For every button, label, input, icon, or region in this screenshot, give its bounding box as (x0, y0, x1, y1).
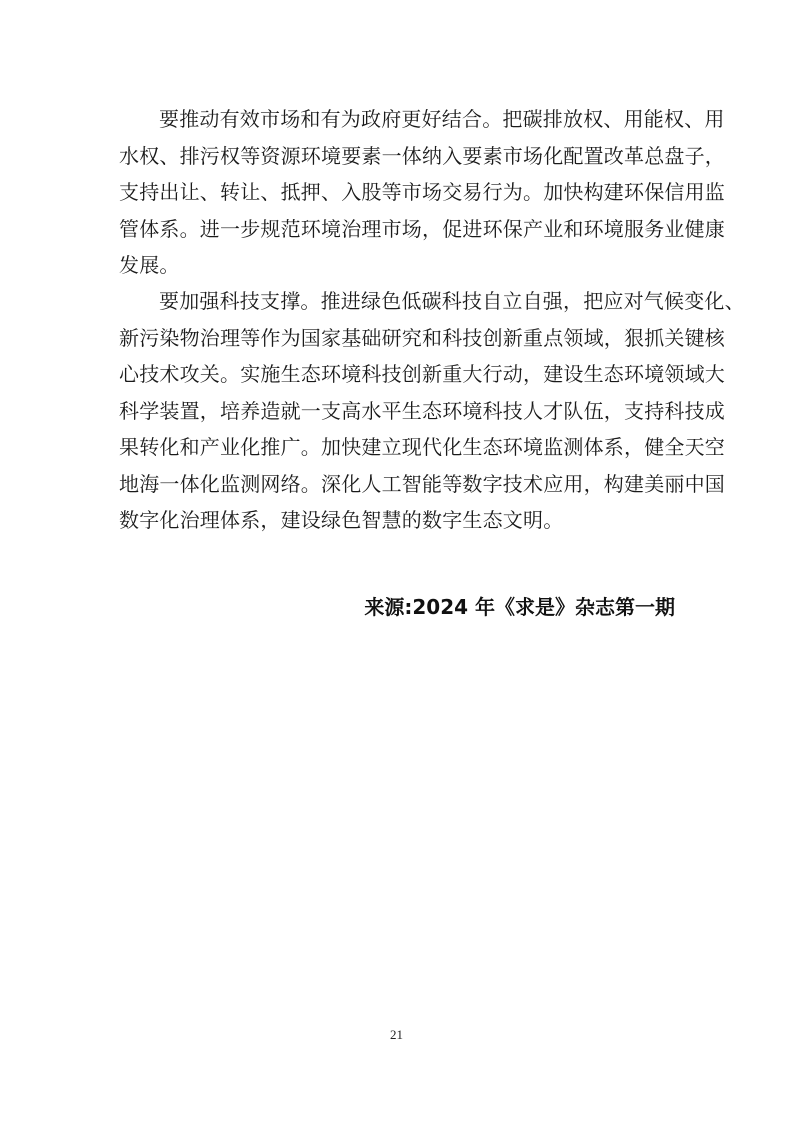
paragraph-line: 要推动有效市场和有为政府更好结合。把碳排放权、用能权、用 (159, 107, 725, 131)
paragraph-line: 果转化和产业化推广。加快建立现代化生态环境监测体系，健全天空 (119, 435, 725, 459)
source-citation: 来源:2024 年《求是》杂志第一期 (364, 595, 675, 619)
paragraph-line: 科学装置，培养造就一支高水平生态环境科技人才队伍，支持科技成 (119, 398, 725, 423)
paragraph-technology (119, 283, 745, 539)
paragraph-line: 数字化治理体系，建设绿色智慧的数字生态文明。 (119, 508, 564, 532)
paragraph-line: 管体系。进一步规范环境治理市场，促进环保产业和环境服务业健康 (119, 216, 725, 241)
paragraph-line: 新污染物治理等作为国家基础研究和科技创新重点领域，狠抓关键核 (119, 325, 725, 350)
paragraph-line: 心技术攻关。实施生态环境科技创新重大行动，建设生态环境领域大 (119, 362, 725, 386)
paragraph-line: 支持出让、转让、抵押、入股等市场交易行为。加快构建环保信用监 (119, 180, 725, 204)
paragraph-line: 水权、排污权等资源环境要素一体纳入要素市场化配置改革总盘子， (119, 143, 725, 168)
paragraph-market (119, 101, 725, 284)
paragraph-line: 地海一体化监测网络。深化人工智能等数字技术应用，构建美丽中国 (119, 471, 725, 496)
paragraph-line: 发展。 (119, 253, 180, 277)
paragraph-line: 要加强科技支撑。推进绿色低碳科技自立自强，把应对气候变化、 (159, 289, 745, 313)
page-number: 21 (390, 1027, 403, 1042)
